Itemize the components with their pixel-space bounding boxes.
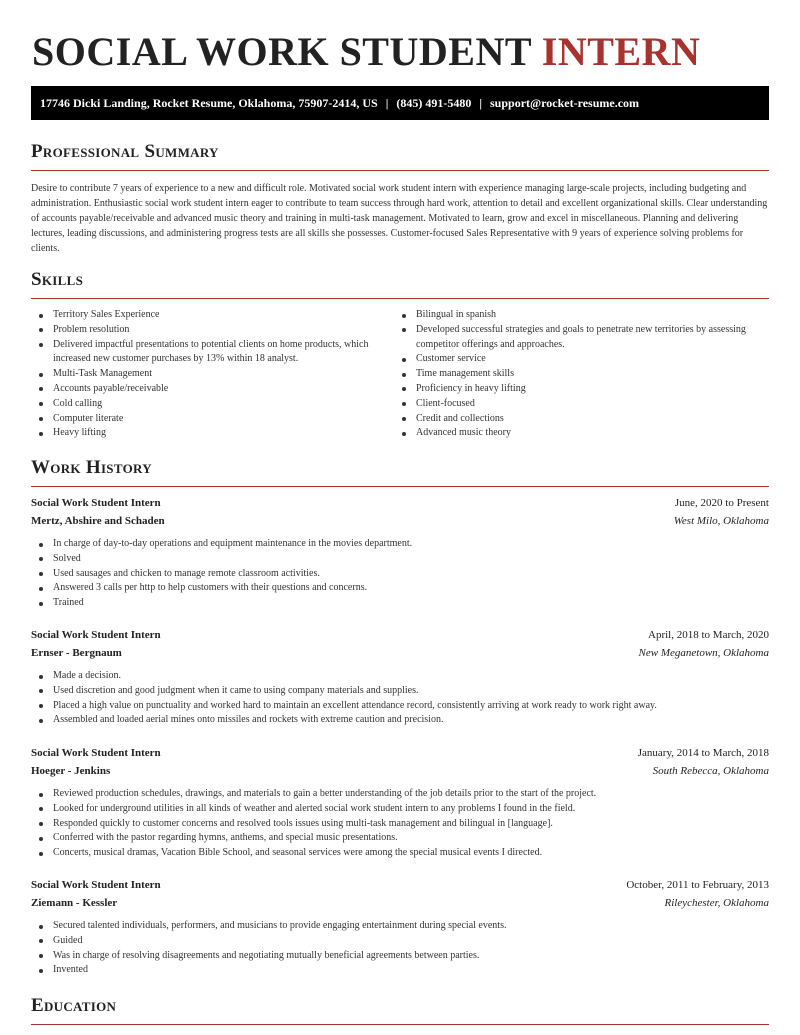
job-bullet: Concerts, musical dramas, Vacation Bible School, and seasonal services were among the special musical events I directed. [31, 846, 769, 861]
job-bullet: Made a decision. [31, 669, 769, 684]
contact-email[interactable]: support@rocket-resume.com [490, 95, 640, 110]
job-entry [31, 745, 769, 861]
section-divider [31, 1024, 769, 1025]
job-bullet: In charge of day-to-day operations and equipment maintenance in the movies department. [31, 537, 769, 552]
skill-item: Customer service [394, 352, 769, 367]
skill-item: Advanced music theory [394, 426, 769, 441]
section-divider [31, 170, 769, 171]
job-dates: January, 2014 to March, 2018 [637, 747, 769, 759]
contact-separator: | [385, 95, 389, 110]
skills-column-right [394, 308, 769, 441]
job-bullet: Guided [31, 934, 769, 949]
skill-item: Client-focused [394, 397, 769, 412]
job-bullets [31, 919, 769, 978]
contact-separator: | [479, 95, 482, 110]
skills-section [31, 268, 769, 441]
job-entry [31, 627, 769, 728]
job-location: Rileychester, Oklahoma [664, 897, 769, 909]
job-company: Hoeger - Jenkins [31, 765, 111, 777]
job-bullet: Secured talented individuals, performers, and musicians to provide engaging entertainment during special events. [31, 919, 769, 934]
job-title: Social Work Student Intern [31, 497, 161, 509]
job-header-row [31, 627, 769, 643]
job-location: West Milo, Oklahoma [673, 515, 769, 527]
summary-heading: Professional Summary [31, 141, 219, 162]
skill-item: Credit and collections [394, 412, 769, 427]
job-title: Social Work Student Intern [31, 629, 161, 641]
job-company-row [31, 895, 769, 911]
job-dates: June, 2020 to Present [674, 497, 769, 509]
summary-text: Desire to contribute 7 years of experience to a new and difficult role. Motivated social work student intern with experience managing large-scale projects, including budgeting and administration. Enthusiastic social work student intern eager to contribute to team success through hard work, attention to detail and excellent organizational skills. Clear understanding of accounts payable/receivable and advanced music theory and training in multi-task management. Motivated to learn, grow and excel in miscellaneous. Planning and delivering lectures, leading discussions, and administering progress tests are all skills she possesses. Customer-focused Sales Representative with 9 years of experience solving problems for clients. [31, 183, 768, 254]
name-accent: INTERN [541, 29, 701, 74]
job-header-row [31, 745, 769, 761]
job-entry [31, 495, 769, 611]
skill-item: Problem resolution [31, 323, 394, 338]
job-bullet: Used discretion and good judgment when it came to using company materials and supplies. [31, 684, 769, 699]
skills-list-left [31, 308, 394, 441]
job-bullet: Looked for underground utilities in all kinds of weather and alerted social work student intern to any problems I found in the field. [31, 802, 769, 817]
contact-address: 17746 Dicki Landing, Rocket Resume, Oklahoma, 75907-2414, US [40, 95, 378, 110]
section-divider [31, 486, 769, 487]
job-bullets [31, 787, 769, 861]
job-bullet: Trained [31, 596, 769, 611]
job-entry [31, 877, 769, 978]
job-bullet: Responded quickly to customer concerns and resolved tools issues using multi-task management and bilingual in [language]. [31, 817, 769, 832]
section-divider [31, 298, 769, 299]
job-header-row [31, 495, 769, 511]
job-bullet: Was in charge of resolving disagreements and negotiating mutually beneficial agreements between parties. [31, 949, 769, 964]
job-bullet: Used sausages and chicken to manage remote classroom activities. [31, 567, 769, 582]
job-company-row [31, 513, 769, 529]
job-bullet: Solved [31, 552, 769, 567]
education-section [31, 994, 769, 1025]
work-history-section [31, 456, 769, 976]
education-heading: Education [31, 995, 117, 1016]
job-bullet: Answered 3 calls per http to help customers with their questions and concerns. [31, 581, 769, 596]
job-company: Ziemann - Kessler [31, 897, 118, 909]
skills-heading: Skills [31, 269, 84, 290]
skill-item: Cold calling [31, 397, 394, 412]
job-header-row [31, 877, 769, 893]
skills-grid [31, 308, 769, 441]
skill-item: Computer literate [31, 412, 394, 427]
contact-bar [31, 86, 769, 120]
job-bullet: Assembled and loaded aerial mines onto missiles and rockets with extreme caution and precision. [31, 713, 769, 728]
job-company: Mertz, Abshire and Schaden [31, 515, 165, 527]
summary-section [31, 140, 769, 256]
job-location: South Rebecca, Oklahoma [652, 765, 769, 777]
job-company-row [31, 763, 769, 779]
skill-item: Territory Sales Experience [31, 308, 394, 323]
job-bullets [31, 537, 769, 611]
skill-item: Bilingual in spanish [394, 308, 769, 323]
job-bullets [31, 669, 769, 728]
skills-list-right [394, 308, 769, 441]
skill-item: Accounts payable/receivable [31, 382, 394, 397]
skill-item: Proficiency in heavy lifting [394, 382, 769, 397]
job-company-row [31, 645, 769, 661]
job-bullet: Conferred with the pastor regarding hymns, anthems, and special music presentations. [31, 831, 769, 846]
job-title: Social Work Student Intern [31, 747, 161, 759]
skill-item: Heavy lifting [31, 426, 394, 441]
job-bullet: Reviewed production schedules, drawings, and materials to gain a better understanding of the job details prior to the start of the project. [31, 787, 769, 802]
resume-name [32, 28, 700, 76]
skill-item: Delivered impactful presentations to potential clients on home products, which increased new customer purchases by 13% within 18 analyst. [31, 338, 394, 368]
contact-phone[interactable]: (845) 491-5480 [396, 95, 472, 110]
job-location: New Meganetown, Oklahoma [638, 647, 769, 659]
job-title: Social Work Student Intern [31, 879, 161, 891]
skill-item: Developed successful strategies and goals to penetrate new territories by assessing competitor offerings and approaches. [394, 323, 769, 353]
skill-item: Multi-Task Management [31, 367, 394, 382]
job-bullet: Placed a high value on punctuality and worked hard to maintain an excellent attendance record, consistently arriving at work ready to work right away. [31, 699, 769, 714]
work-history-heading: Work History [31, 457, 152, 478]
name-main: SOCIAL WORK STUDENT [32, 29, 532, 74]
job-dates: April, 2018 to March, 2020 [648, 629, 769, 641]
skill-item: Time management skills [394, 367, 769, 382]
job-bullet: Invented [31, 963, 769, 978]
skills-column-left [31, 308, 394, 441]
job-company: Ernser - Bergnaum [31, 647, 122, 659]
job-dates: October, 2011 to February, 2013 [626, 879, 769, 891]
